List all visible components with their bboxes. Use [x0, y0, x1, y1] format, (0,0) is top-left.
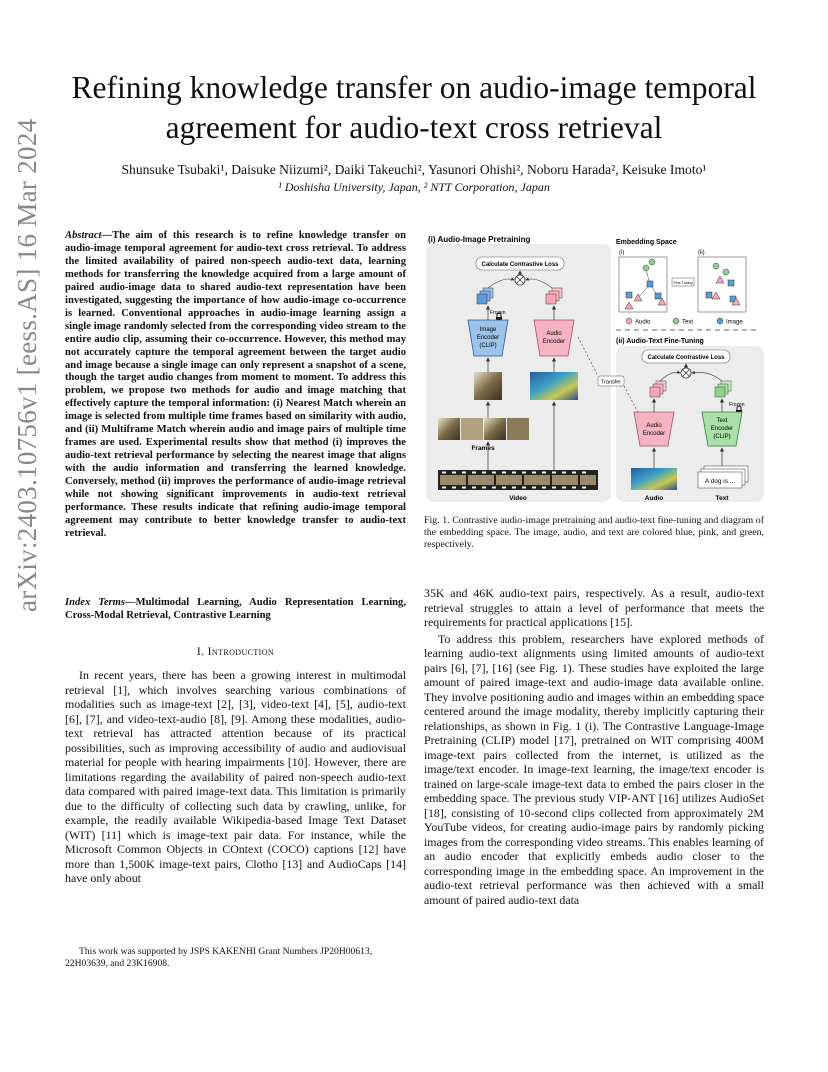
text-encoder-line-3: (CLIP)	[713, 434, 731, 440]
image-encoder-line-2: Encoder	[476, 335, 500, 341]
panel-ii-title: (ii) Audio-Text Fine-Tuning	[616, 338, 704, 345]
footnote: This work was supported by JSPS KAKENHI Grant Numbers JP20H00613, 22H03639, and 23K16908.	[65, 946, 373, 969]
abstract-label: Abstract—	[65, 230, 113, 241]
arxiv-identifier: arXiv:2403.10756v1 [eess.AS] 16 Mar 2024	[12, 118, 42, 612]
legend-text: Text	[682, 319, 694, 326]
right-paragraph-1: 35K and 46K audio-text pairs, respectively. As a result, audio-text retrieval struggles to attain a level of performance that meets the requirements for practical applications [15].	[424, 586, 764, 629]
image-encoder-line-3: (CLIP)	[479, 343, 497, 349]
audio-encoder-2-line-1: Audio	[646, 423, 662, 429]
right-column-text	[424, 586, 764, 907]
text-encoder-line-2: Encoder	[710, 426, 734, 432]
embedding-space-title: Embedding Space	[616, 239, 677, 246]
audio-encoder-1-line-2: Encoder	[542, 339, 566, 345]
transfer-label: Transfer	[600, 379, 622, 386]
fine-tuning-arrow-label: Fine-Tuning	[673, 281, 693, 285]
calc-loss-box-2: Calculate Contrastive Loss	[647, 355, 725, 361]
panel-i-title: (i) Audio-Image Pretraining	[428, 235, 531, 244]
image-encoder-line-1: Image	[479, 327, 497, 333]
frozen-label-2: Frozen	[729, 402, 745, 408]
calc-loss-box-1: Calculate Contrastive Loss	[481, 262, 559, 268]
text-sample: A dog is ...	[704, 478, 736, 485]
section-heading: I. Introduction	[196, 646, 275, 658]
figure-caption: Fig. 1. Contrastive audio-image pretraining and audio-text fine-tuning and diagram of the embedding space. The image, audio, and text are colored blue, pink, and green, respectively.	[424, 515, 764, 550]
text-label: Text	[715, 495, 729, 502]
audio-label: Audio	[644, 495, 664, 502]
author-list: Shunsuke Tsubaki¹, Daisuke Niizumi², Daiki Takeuchi², Yasunori Ohishi², Noboru Harada², Keisuke Imoto¹	[121, 162, 707, 177]
abstract	[65, 230, 406, 541]
affiliations: ¹ Doshisha University, Japan, ² NTT Corporation, Japan	[278, 180, 550, 194]
legend-audio: Audio	[635, 319, 651, 326]
index-terms	[65, 597, 406, 623]
embedding-sub-i: (i)	[619, 250, 625, 256]
abstract-text: The aim of this research is to refine knowledge transfer on audio-image temporal agreement for audio-text cross retrieval. To address the limited availability of paired non-speech audio-text data, learning methods for transferring the knowledge acquired from a large amount of paired audio-image data to shared audio-text representation have been investigated, suggesting the importance of how audio-image co-occurrence is learned. Conventional approaches in audio-image learning assign a single image randomly selected from the corresponding video stream to the entire audio clip, assuming their co-occurrence. However, this method may not accurately capture the temporal agreement between the target audio and image because a single image can only represent a snapshot of a scene, though the target audio changes from moment to moment. To address this problem, we propose two methods for audio and image matching that effectively capture the temporal information: (i) Nearest Match wherein an image is selected from multiple time frames based on similarity with audio, and (ii) Multiframe Match wherein audio and image pairs of multiple time frames are used. Experimental results show that method (i) improves the audio-text retrieval performance by selecting the nearest image that aligns with the audio information and transferring the learned knowledge. Conversely, method (ii) improves the performance of audio-image retrieval while not showing significant improvements in audio-text retrieval performance. These results indicate that refining audio-image temporal agreement may contribute to better knowledge transfer to audio-text retrieval.	[65, 230, 406, 539]
spectrogram-2	[631, 468, 677, 490]
selected-frame-image	[474, 372, 502, 400]
audio-encoder-block-1	[534, 320, 574, 356]
index-terms-label: Index Terms—	[65, 597, 136, 608]
figure-1	[426, 232, 766, 507]
audio-encoder-block-2	[634, 412, 674, 446]
legend-image: Image	[726, 319, 743, 326]
embedding-sub-ii: (ii)	[698, 250, 705, 256]
video-label: Video	[509, 495, 527, 502]
audio-encoder-1-line-1: Audio	[546, 331, 562, 337]
right-paragraph-2: To address this problem, researchers have explored methods of learning audio-text alignments using limited amounts of audio-text pairs [6], [7], [16] (see Fig. 1). These studies have exploited the large amount of paired image-text and audio-image data available online. They involve positioning audio and images within an embedding space centered around the image modality, thereby implicitly capturing their relationships, as shown in Fig. 1 (i). The Contrastive Language-Image Pretraining (CLIP) model [17], pretrained on WIT comprising 400M image-text pairs collected from the internet, is utilized as the image/text encoder. In image-text learning, the image/text encoder is trained on large-scale image-text data to embed the pairs closer in the embedding space. The previous study VIP-ANT [16] utilizes AudioSet [18], consisting of 10-second clips collected from approximately 2M YouTube videos, for creating audio-image pairs by randomly picking images from the corresponding video streams. This enables learning of an audio encoder that explicitly embeds audio closer to the corresponding image in the embedding space. An improvement in the audio-text retrieval performance was then achieved with a small amount of paired audio-text data	[424, 631, 764, 907]
frozen-label-1: Frozen	[490, 310, 506, 316]
embedding-legend	[626, 318, 743, 326]
audio-encoder-2-line-2: Encoder	[642, 431, 666, 437]
intro-paragraph: In recent years, there has been a growing interest in multimodal retrieval [1], which involves searching various combinations of modalities such as image-text [2], [3], video-text [4], [5], audio-text [6], [7], and video-text-audio [8], [9]. Among these modalities, audio-text retrieval has attracted attention because of its practical possibilities, such as improving accessibility of audio and audiovisual material for people with hearing impairments [10]. However, there are limitations regarding the availability of paired non-speech audio-text data compared with paired image-text data. This limitation is primarily due to the difficulty of collecting such data by crawling, unlike, for example, the readily available Wikipedia-based Image Text Dataset (WIT) [11] which is image-text pair data. For instance, while the Microsoft Common Objects in COntext (COCO) captions [12] have more than 1,500K image-text pairs, Clotho [13] and AudioCaps [14] have only about	[65, 668, 406, 885]
spectrogram-1	[530, 372, 578, 400]
paper-title: Refining knowledge transfer on audio-image temporal agreement for audio-text cross retrieval	[71, 70, 757, 145]
text-encoder-line-1: Text	[716, 418, 728, 424]
frames-label: Frames	[471, 445, 495, 452]
index-terms-text: Multimodal Learning, Audio Representation Learning, Cross-Modal Retrieval, Contrastive Learning	[65, 597, 406, 621]
